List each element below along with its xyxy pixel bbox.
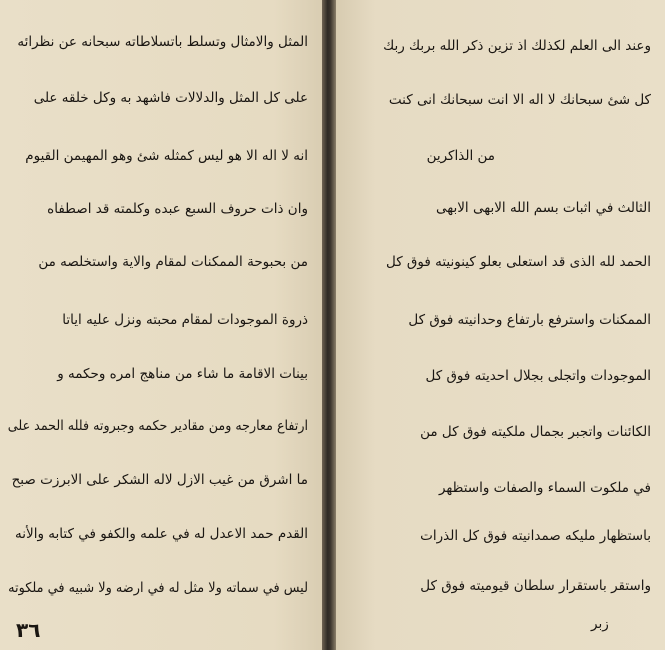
right-page [336,0,665,650]
manuscript-line: كل شئ سبحانك لا اله الا انت سبحانك انى كنت [388,92,651,108]
catchword: زبر [591,616,609,632]
page-number: ٣٦ [16,618,41,642]
manuscript-line: ارتفاع معارجه ومن مقادير حكمه وجبروته فلله الحمد على [7,418,309,434]
book-gutter [322,0,336,650]
manuscript-line: على كل المثل والدلالات فاشهد به وكل خلقه على [33,90,308,106]
manuscript-line: في ملكوت السماء والصفات واستظهر [438,480,651,496]
manuscript-line: الموجودات واتجلى بجلال احديته فوق كل [425,368,651,384]
manuscript-line: ليس في سماته ولا مثل له في ارضه ولا شبيه في ملكوته [8,580,308,596]
manuscript-line: القدم حمد الاعدل له في علمه والكفو في كتابه والأنه [15,526,308,542]
manuscript-line: ما اشرق من غيب الازل لاله الشكر على الابرزت صبح [11,472,308,488]
manuscript-line: وان ذات حروف السبع عبده وكلمته قد اصطفاه [47,201,308,217]
manuscript-line: الثالث في اثبات بسم الله الابهى الابهى [436,200,651,216]
manuscript-line: واستقر باستقرار سلطان قيوميته فوق كل [420,578,651,594]
manuscript-line: باستظهار مليكه صمدانيته فوق كل الذرات [420,528,651,544]
manuscript-line: ذروة الموجودات لمقام محبته ونزل عليه اياتا [62,312,308,328]
manuscript-line: المثل والامثال وتسلط باتسلاطاته سبحانه عن نظرائه [17,34,308,50]
manuscript-line: الحمد لله الذى قد استعلى بعلو كينونيته فوق كل [385,254,651,270]
manuscript-line: وعند الى العلم لكذلك اذ تزين ذكر الله بربك ربك [383,38,651,54]
manuscript-line: من بحبوحة الممكنات لمقام والاية واستخلصه من [38,254,308,270]
manuscript-line: الممكنات واسترفع بارتفاع وحدانيته فوق كل [408,312,651,328]
left-page [0,0,322,650]
manuscript-line: من الذاكرين [426,148,495,164]
manuscript-line: بينات الاقامة ما شاء من مناهج امره وحكمه و [57,366,308,382]
manuscript-line: انه لا اله الا هو ليس كمثله شئ وهو المهيمن القيوم [25,148,308,164]
manuscript-line: الكائنات واتجبر بجمال ملكيته فوق كل من [420,424,651,440]
